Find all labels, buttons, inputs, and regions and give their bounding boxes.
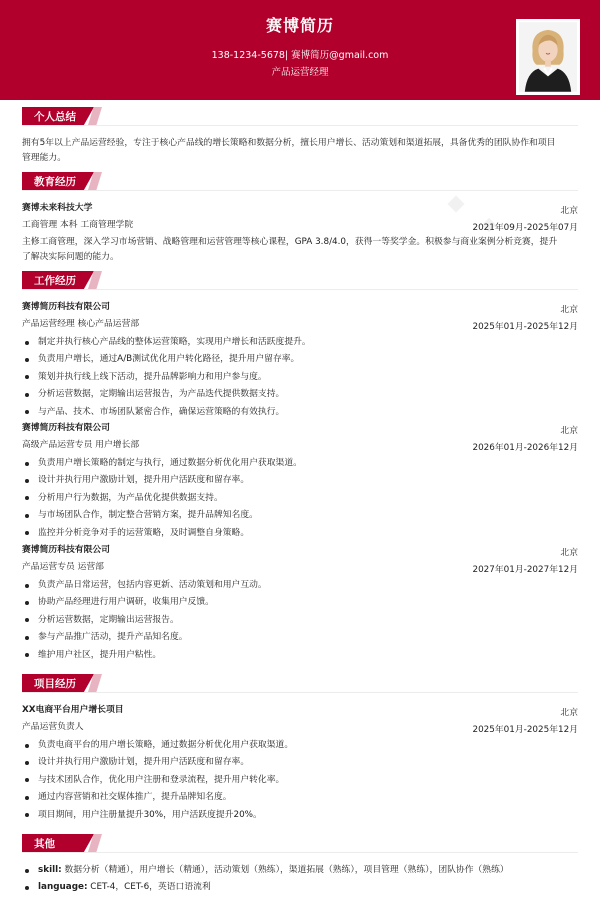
job-location: 北京 [560, 305, 578, 315]
list-item: 与技术团队合作，优化用户注册和登录流程，提升用户转化率。 [22, 772, 578, 789]
job-bullets [22, 577, 578, 664]
list-item: 与市场团队合作，制定整合营销方案，提升品牌知名度。 [22, 507, 578, 524]
section-work-header [22, 271, 102, 289]
section-tag [22, 834, 94, 852]
list-item: 项目期间，用户注册量提升30%，用户活跃度提升20%。 [22, 807, 578, 824]
list-item: 负责用户增长，通过A/B测试优化用户转化路径，提升用户留存率。 [22, 351, 578, 368]
project-bullets [22, 737, 578, 824]
section-divider [22, 190, 578, 191]
job-bullets [22, 334, 578, 421]
summary-line-1: 拥有5年以上产品运营经验，专注于核心产品线的增长策略和数据分析，擅长用户增长、活动策划和渠道拓展，具备优秀的团队协作和项目 [22, 138, 556, 148]
skill-item [22, 862, 578, 879]
section-summary-title: 个人总结 [34, 111, 76, 123]
job-company: 赛博简历科技有限公司 [22, 423, 110, 433]
section-education-title: 教育经历 [34, 176, 76, 188]
job-company: 赛博简历科技有限公司 [22, 302, 110, 312]
list-item: 策划并执行线上线下活动，提升品牌影响力和用户参与度。 [22, 369, 578, 386]
education-location: 北京 [560, 206, 578, 216]
list-item: 设计并执行用户激励计划，提升用户活跃度和留存率。 [22, 754, 578, 771]
job-position: 产品运营专员 运营部 [22, 562, 104, 572]
section-projects-header [22, 674, 102, 692]
list-item: 监控并分析竞争对手的运营策略，及时调整自身策略。 [22, 525, 578, 542]
job-position: 高级产品运营专员 用户增长部 [22, 440, 140, 450]
section-work-title: 工作经历 [34, 275, 76, 287]
list-item: 参与产品推广活动，提升产品知名度。 [22, 629, 578, 646]
list-item: 分析用户行为数据，为产品优化提供数据支持。 [22, 490, 578, 507]
contact-info: 138-1234-5678| 赛博简历@gmail.com [211, 50, 389, 61]
target-role: 产品运营经理 [271, 67, 329, 78]
language-item [22, 879, 578, 896]
avatar-portrait [519, 22, 577, 92]
list-item: 通过内容营销和社交媒体推广，提升品牌知名度。 [22, 789, 578, 806]
job-location: 北京 [560, 426, 578, 436]
list-item: 分析运营数据，定期输出运营报告，为产品迭代提供数据支持。 [22, 386, 578, 403]
section-education-header [22, 172, 102, 190]
project-period: 2025年01月-2025年12月 [472, 725, 578, 735]
section-other-header [22, 834, 102, 852]
list-item: 设计并执行用户激励计划，提升用户活跃度和留存率。 [22, 472, 578, 489]
job-position: 产品运营经理 核心产品运营部 [22, 319, 140, 329]
list-item: 与产品、技术、市场团队紧密合作，确保运营策略的有效执行。 [22, 404, 578, 421]
decor-diamond [448, 196, 465, 213]
summary-line-2: 管理能力。 [22, 153, 66, 163]
skill-text: 数据分析（精通），用户增长（精通），活动策划（熟练），渠道拓展（熟练），项目管理（熟练），团队协作（熟练） [64, 865, 509, 875]
list-item: 分析运营数据，定期输出运营报告。 [22, 612, 578, 629]
education-desc-line-1: 主修工商管理，深入学习市场营销、战略管理和运营管理等核心课程，GPA 3.8/4.0，获得一等奖学金。积极参与商业案例分析竞赛，提升 [22, 237, 558, 247]
project-name: XX电商平台用户增长项目 [22, 705, 124, 715]
education-school: 赛博未来科技大学 [22, 203, 93, 213]
skill-label: skill: [38, 865, 62, 875]
project-location: 北京 [560, 708, 578, 718]
other-bullets [22, 862, 578, 897]
section-divider [22, 692, 578, 693]
section-divider [22, 125, 578, 126]
list-item: 协助产品经理进行用户调研，收集用户反馈。 [22, 594, 578, 611]
job-period: 2026年01月-2026年12月 [472, 443, 578, 453]
section-divider [22, 289, 578, 290]
section-projects-title: 项目经历 [34, 678, 76, 690]
section-summary-header [22, 107, 102, 125]
section-other-title: 其他 [34, 838, 55, 850]
education-degree: 工商管理 本科 工商管理学院 [22, 220, 134, 230]
job-location: 北京 [560, 548, 578, 558]
project-role: 产品运营负责人 [22, 722, 84, 732]
section-divider [22, 852, 578, 853]
education-period: 2021年09月-2025年07月 [472, 223, 578, 233]
list-item: 负责用户增长策略的制定与执行，通过数据分析优化用户获取渠道。 [22, 455, 578, 472]
language-text: CET-4，CET-6，英语口语流利 [90, 882, 211, 893]
profile-photo [516, 19, 580, 95]
list-item: 维护用户社区，提升用户粘性。 [22, 647, 578, 664]
job-period: 2027年01月-2027年12月 [472, 565, 578, 575]
job-bullets [22, 455, 578, 542]
resume-header [0, 0, 600, 100]
job-period: 2025年01月-2025年12月 [472, 322, 578, 332]
language-label: language: [38, 882, 88, 893]
list-item: 负责产品日常运营，包括内容更新、活动策划和用户互动。 [22, 577, 578, 594]
candidate-name: 赛博简历 [265, 16, 334, 35]
education-desc-line-2: 了解决实际问题的能力。 [22, 252, 119, 262]
list-item: 负责电商平台的用户增长策略，通过数据分析优化用户获取渠道。 [22, 737, 578, 754]
job-company: 赛博简历科技有限公司 [22, 545, 110, 555]
list-item: 制定并执行核心产品线的整体运营策略，实现用户增长和活跃度提升。 [22, 334, 578, 351]
